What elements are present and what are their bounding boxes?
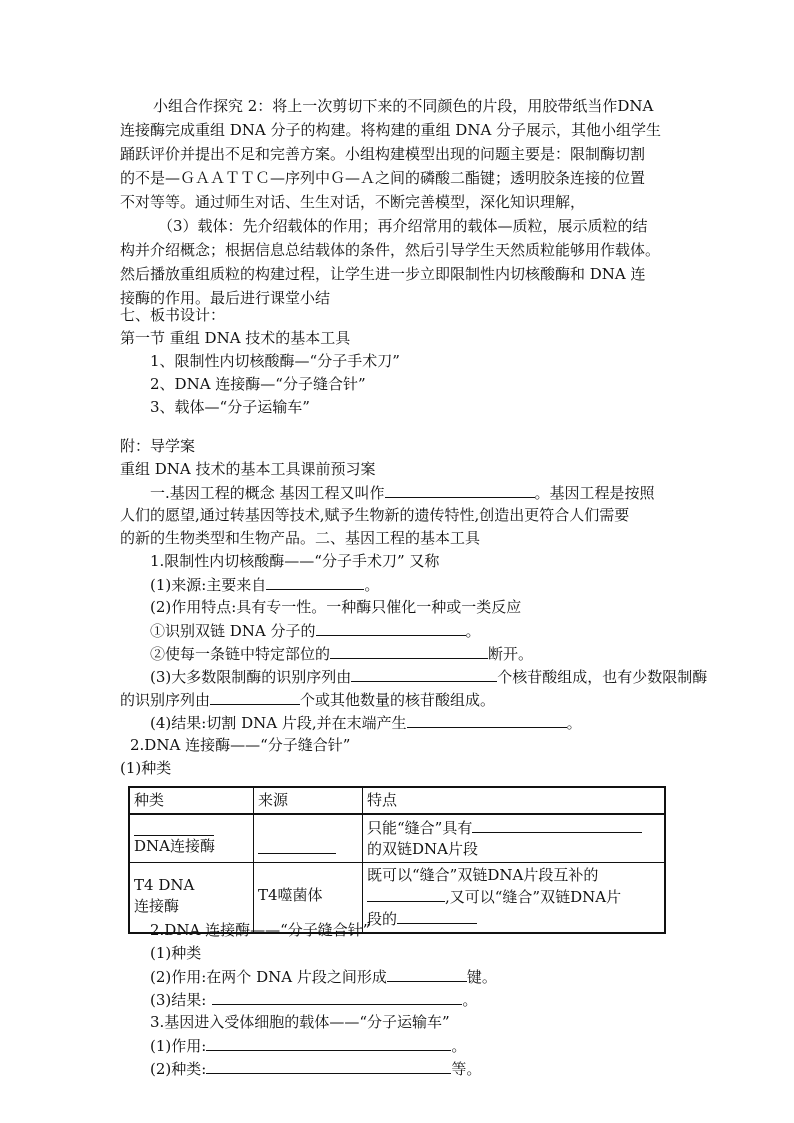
- table-kind-text-b: 连接酶: [134, 897, 180, 915]
- enzyme1-sequence-b: [120, 689, 495, 711]
- board-title: 第一节 重组 DNA 技术的基本工具: [120, 329, 351, 347]
- ligase-title-2: 2.DNA 连接酶——“分子缝合针”: [150, 921, 371, 939]
- ligase-result: [150, 989, 477, 1011]
- vector-types-end: 等。: [451, 1060, 482, 1078]
- section1-line-2: 人们的愿望,通过转基因等技术,赋予生物新的遗传特性,创造出更符合人们需要: [120, 506, 630, 524]
- appendix-title: 重组 DNA 技术的基本工具课前预习案: [120, 460, 376, 478]
- enzyme1-result-end: 。: [566, 714, 582, 732]
- vector-function-label: (1)作用:: [150, 1037, 207, 1055]
- board-item-1: 1、限制性内切核酸酶—“分子手术刀”: [150, 352, 400, 370]
- board-heading: 七、板书设计：: [120, 306, 226, 324]
- enzyme1-source-end: 。: [364, 576, 380, 594]
- table-source-text: T4噬菌体: [258, 886, 323, 904]
- answer-blank[interactable]: [351, 666, 497, 682]
- enzyme1-sequence-a-end: 个核苷酸组成，也有少数限制酶: [497, 668, 708, 686]
- enzyme1-feature-a-label: ①识别双链 DNA 分子的: [150, 622, 316, 640]
- enzyme1-sequence-b-label: 的识别序列由: [120, 691, 211, 709]
- vector-title: 3.基因进入受体细胞的载体——“分子运输车”: [150, 1013, 450, 1031]
- table-header-feature: 特点: [363, 787, 666, 814]
- enzyme1-feature: (2)作用特点:具有专一性。一种酶只催化一种或一类反应: [150, 598, 522, 616]
- answer-blank[interactable]: [407, 712, 567, 728]
- enzyme1-source-label: (1)来源:主要来自: [150, 576, 267, 594]
- ligase-types: (1)种类: [120, 759, 172, 777]
- answer-blank[interactable]: [134, 817, 214, 836]
- vector-types-label: (2)种类:: [150, 1060, 207, 1078]
- section1-text-b: 。基因工程是按照: [534, 484, 655, 502]
- para1-line-1: 小组合作探究 2：将上一次剪切下来的不同颜色的片段，用胶带纸当作DNA: [153, 97, 654, 115]
- appendix-heading: 附：导学案: [120, 437, 196, 455]
- enzyme1-result: [150, 712, 582, 734]
- table-header-source: 来源: [254, 787, 363, 814]
- ligase-result-label: (3)结果:: [150, 991, 207, 1009]
- vector-types: [150, 1058, 481, 1080]
- enzyme1-sequence-b-end: 个或其他数量的核苷酸组成。: [300, 691, 496, 709]
- enzyme1-feature-a: [150, 620, 481, 642]
- ligase-function-label: (2)作用:在两个 DNA 片段之间形成: [150, 968, 387, 986]
- vector-function-end: 。: [451, 1037, 467, 1055]
- answer-blank[interactable]: [210, 689, 300, 705]
- table-feature-a: 只能“缝合”具有: [367, 819, 473, 837]
- answer-blank[interactable]: [387, 966, 467, 982]
- enzyme1-sequence-a: [150, 666, 707, 688]
- table-kind-text: DNA连接酶: [134, 837, 215, 855]
- board-item-2: 2、DNA 连接酶—“分子缝合针”: [150, 375, 366, 393]
- answer-blank[interactable]: [316, 620, 466, 636]
- section1-text-a: 一.基因工程的概念 基因工程又叫作: [150, 484, 385, 502]
- para1-line-4: 的不是—ＧＡＡＴＴＣ—序列中Ｇ—Ａ之间的磷酸二酯键；透明胶条连接的位置: [120, 169, 646, 187]
- enzyme1-source: [150, 574, 379, 596]
- answer-blank[interactable]: [397, 908, 477, 924]
- enzyme1-feature-a-end: 。: [465, 622, 481, 640]
- ligase-types-2: (1)种类: [150, 944, 202, 962]
- answer-blank[interactable]: [266, 574, 364, 590]
- table-feature-b: 的双链DNA片段: [367, 840, 478, 858]
- table-feature-a: 既可以“缝合”双链DNA片段互补的: [367, 866, 599, 884]
- answer-blank[interactable]: [472, 817, 642, 833]
- enzyme1-feature-b: [150, 643, 533, 665]
- para2-line-2: 构并介绍概念；根据信息总结载体的条件，然后引导学生天然质粒能够用作载体。: [120, 241, 661, 259]
- para1-line-3: 踊跃评价并提出不足和完善方案。小组构建模型出现的问题主要是：限制酶切割: [120, 145, 646, 163]
- answer-blank[interactable]: [330, 643, 488, 659]
- answer-blank[interactable]: [212, 989, 462, 1005]
- answer-blank[interactable]: [206, 1035, 451, 1051]
- para2-line-1: （3）载体：先介绍载体的作用；再介绍常用的载体—质粒，展示质粒的结: [158, 217, 648, 235]
- enzyme1-feature-b-end: 断开。: [488, 645, 534, 663]
- enzyme1-title: 1.限制性内切核酸酶——“分子手术刀” 又称: [150, 552, 440, 570]
- para1-line-2: 连接酶完成重组 DNA 分子的构建。将构建的重组 DNA 分子展示，其他小组学生: [120, 121, 662, 139]
- para2-line-3: 然后播放重组质粒的构建过程，让学生进一步立即限制性内切核酸酶和 DNA 连: [120, 265, 646, 283]
- ligase-result-end: 。: [462, 991, 478, 1009]
- section1-line-1: [150, 482, 655, 504]
- board-item-3: 3、载体—“分子运输车”: [150, 398, 310, 416]
- ligase-function-end: 键。: [466, 968, 497, 986]
- table-kind-text-a: T4 DNA: [134, 876, 195, 894]
- enzyme1-sequence-a-label: (3)大多数限制酶的识别序列由: [150, 668, 352, 686]
- enzyme1-result-label: (4)结果:切割 DNA 片段,并在末端产生: [150, 714, 407, 732]
- answer-blank[interactable]: [385, 482, 535, 498]
- ligase-title: 2.DNA 连接酶——“分子缝合针”: [130, 736, 351, 754]
- answer-blank[interactable]: [258, 838, 336, 854]
- table-cell-feature: [363, 863, 666, 934]
- ligase-table: [128, 786, 666, 934]
- ligase-function: [150, 966, 497, 988]
- answer-blank[interactable]: [206, 1058, 451, 1074]
- table-cell-source: [254, 814, 363, 863]
- table-row: [129, 814, 665, 863]
- section1-line-3: 的新的生物类型和生物产品。二、基因工程的基本工具: [120, 529, 481, 547]
- table-cell-feature: [363, 814, 666, 863]
- table-cell-kind: [129, 814, 254, 863]
- table-feature-b: ,又可以“缝合”双链DNA片: [445, 888, 622, 906]
- enzyme1-feature-b-label: ②使每一条链中特定部位的: [150, 645, 331, 663]
- para2-line-4: 接酶的作用。最后进行课堂小结: [120, 289, 331, 307]
- answer-blank[interactable]: [367, 886, 445, 902]
- para1-line-5: 不对等等。通过师生对话、生生对话，不断完善模型，深化知识理解，: [120, 193, 586, 211]
- table-feature-c: 段的: [367, 910, 398, 928]
- table-header-kind: 种类: [129, 787, 254, 814]
- vector-function: [150, 1035, 466, 1057]
